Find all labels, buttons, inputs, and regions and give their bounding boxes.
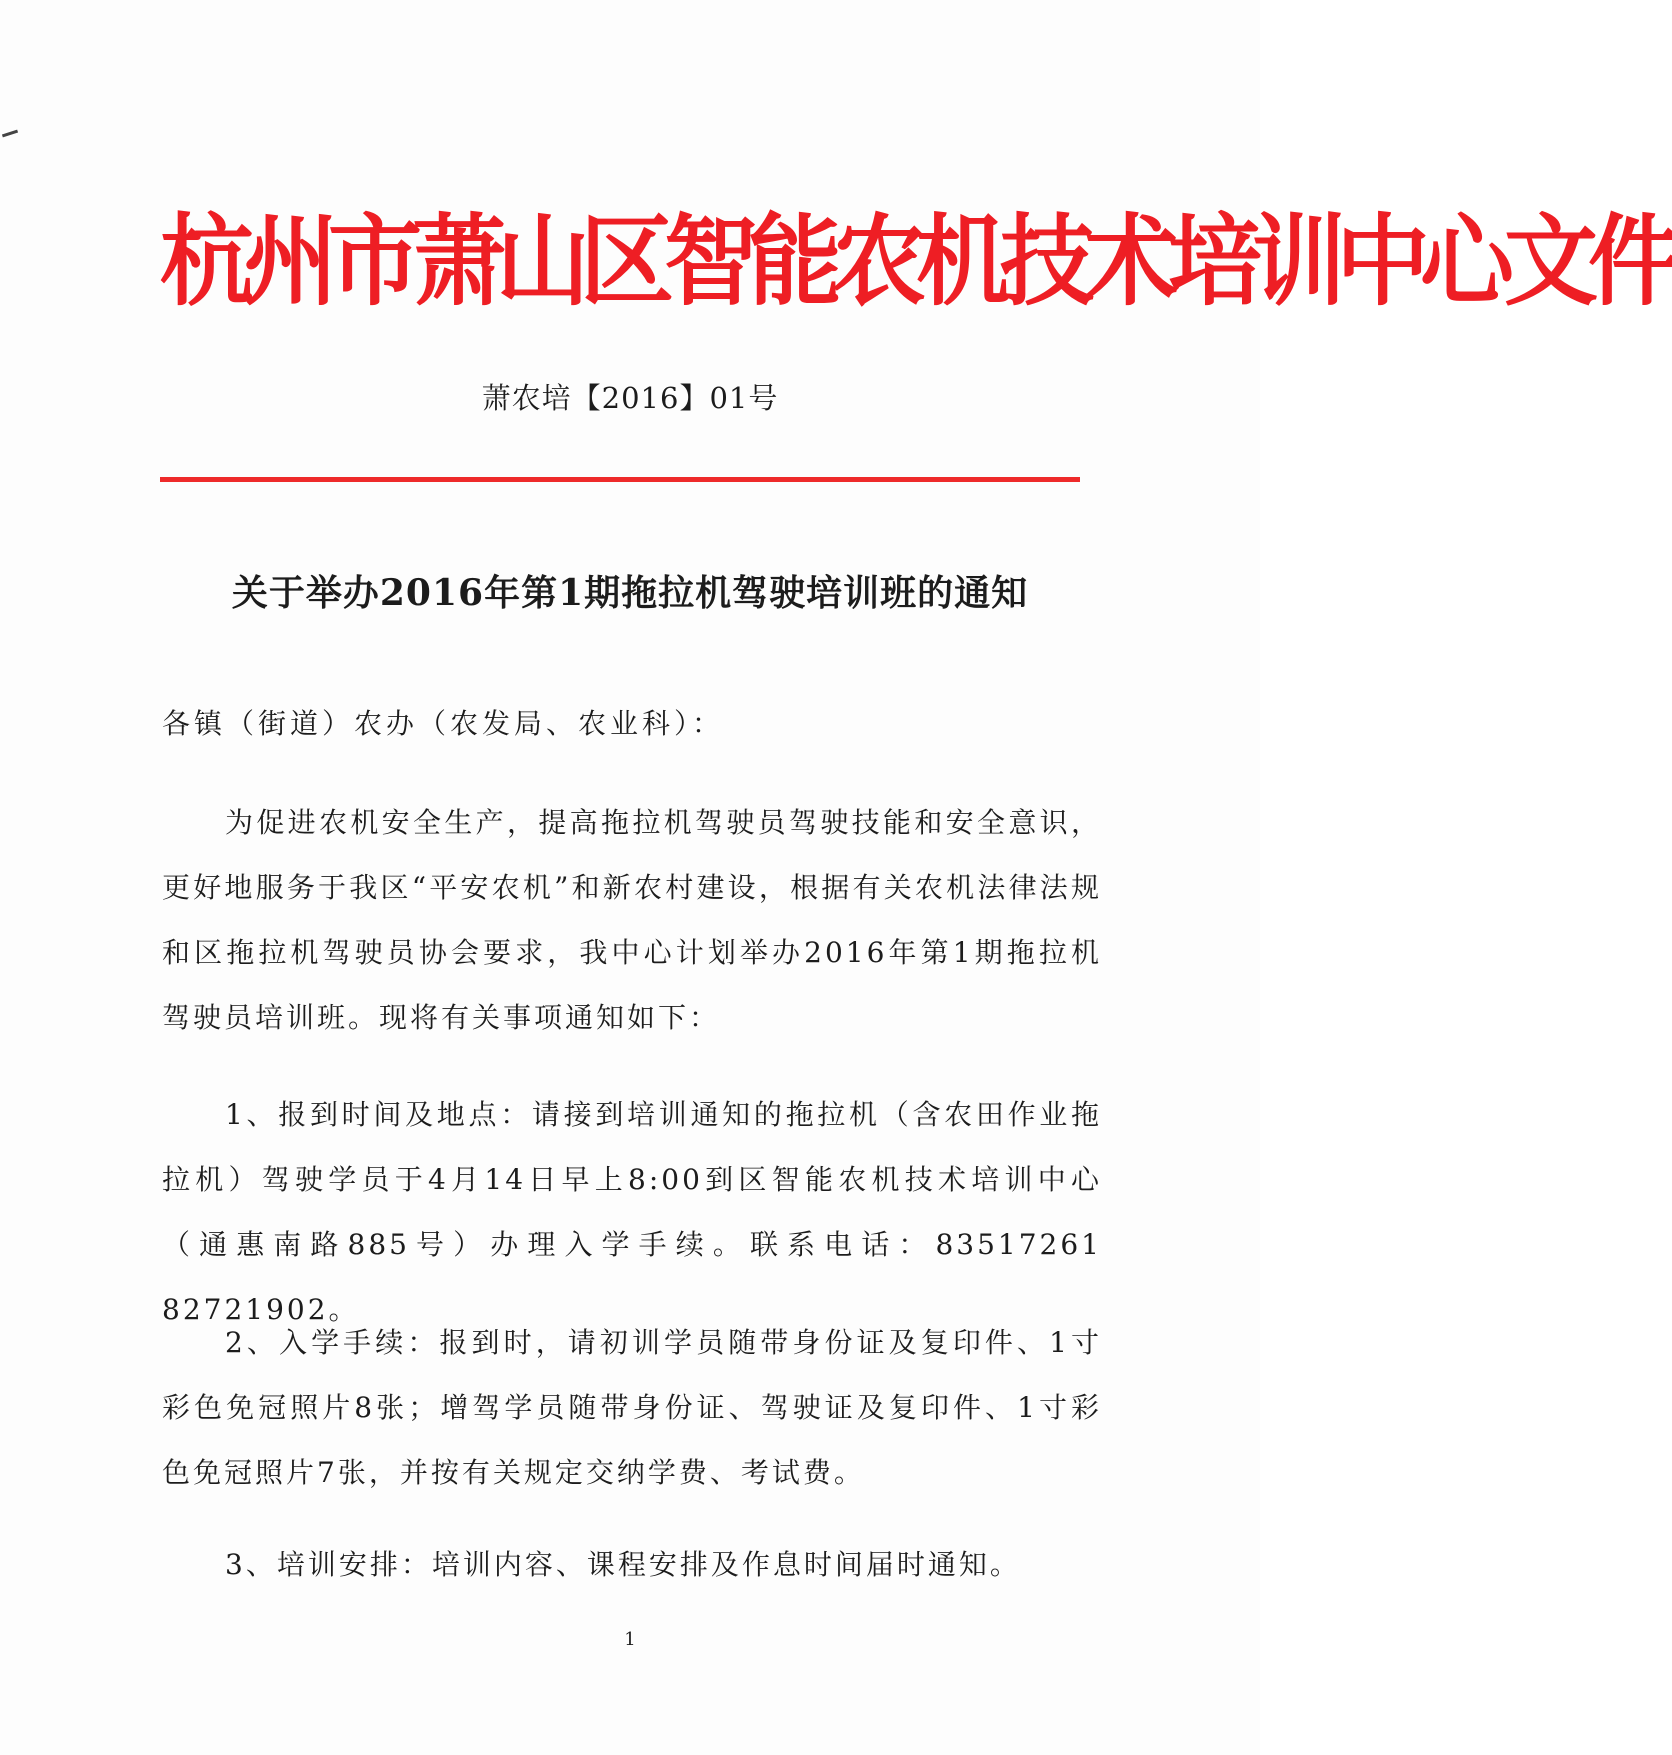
scan-margin-mark	[2, 130, 18, 138]
notice-paragraph-schedule: 3、培训安排：培训内容、课程安排及作息时间届时通知。	[225, 1548, 1021, 1581]
document-header-title: 杭州市萧山区智能农机技术培训中心文件	[160, 205, 1672, 320]
header-divider-line	[160, 477, 1080, 482]
page-number: 1	[624, 1629, 636, 1650]
notice-paragraph-registration: 1、报到时间及地点：请接到培训通知的拖拉机（含农田作业拖拉机）驾驶学员于4月14日早上8:00到区智能农机技术培训中心（通惠南路885号）办理入学手续。联系电话：83517261 82721902。	[162, 1098, 1134, 1326]
notice-paragraph-enrollment: 2、入学手续：报到时，请初训学员随带身份证及复印件、1寸彩色免冠照片8张；增驾学员随带身份证、驾驶证及复印件、1寸彩色免冠照片7张，并按有关规定交纳学费、考试费。	[162, 1326, 1102, 1489]
notice-paragraph-intro: 为促进农机安全生产，提高拖拉机驾驶员驾驶技能和安全意识，更好地服务于我区“平安农机”和新农村建设，根据有关农机法律法规和区拖拉机驾驶员协会要求，我中心计划举办2016年第1期拖拉机驾驶员培训班。现将有关事项通知如下：	[162, 806, 1102, 1034]
document-number: 萧农培【2016】01号	[481, 381, 779, 415]
notice-salutation: 各镇（街道）农办（农发局、农业科）：	[162, 707, 725, 740]
notice-title: 关于举办2016年第1期拖拉机驾驶培训班的通知	[231, 572, 1029, 614]
